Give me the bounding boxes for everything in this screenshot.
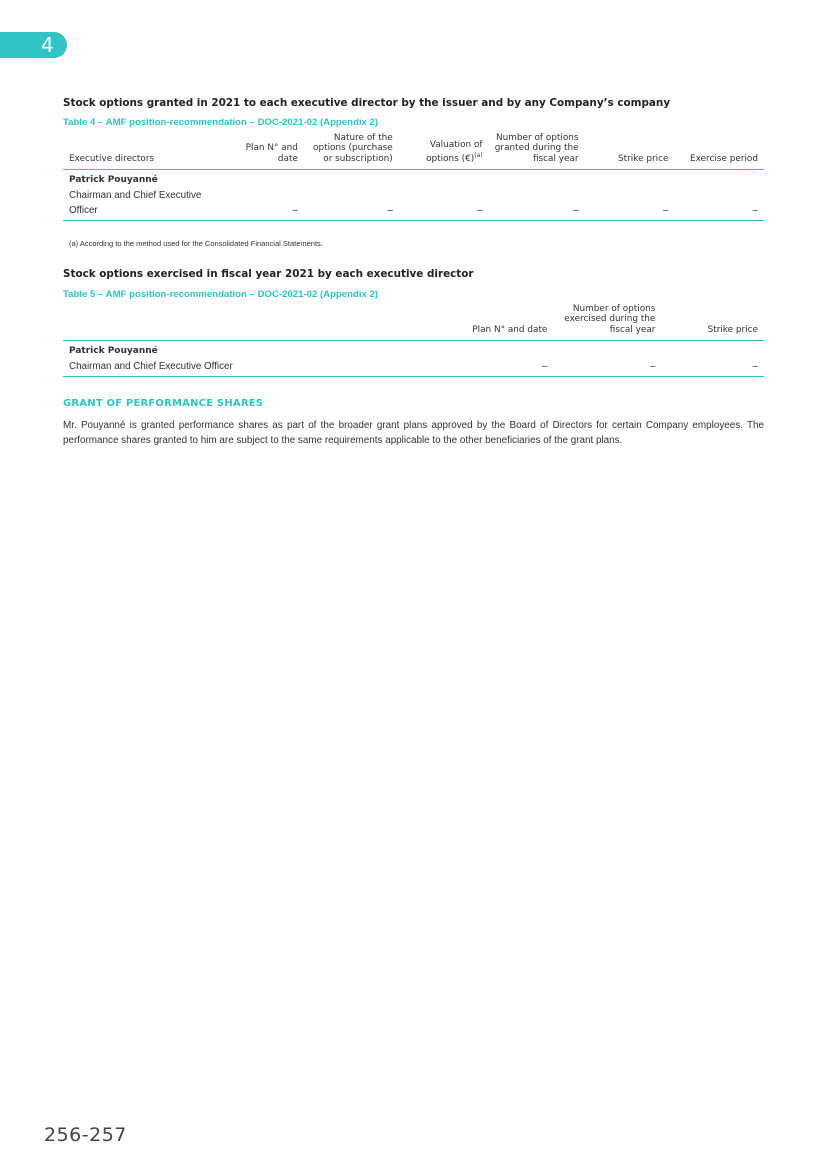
col-header-strike: Strike price <box>585 133 675 169</box>
executive-title: Chairman and Chief Executive Officer <box>69 189 202 216</box>
table4-caption: Table 4 – AMF position-recommendation – DOC-2021-02 (Appendix 2) <box>63 117 379 128</box>
table-row <box>63 340 764 376</box>
executive-cell <box>63 340 454 376</box>
executive-cell <box>63 169 226 220</box>
col-header-plan: Plan N° and date <box>226 133 304 169</box>
cell-plan: – <box>226 169 304 220</box>
table4 <box>63 133 764 221</box>
executive-name: Patrick Pouyanné <box>69 345 158 356</box>
performance-paragraph: Mr. Pouyanné is granted performance shares as part of the broader grant plans approved by the Board of Directors for certain Company employees. The performance shares granted to him are subject to the same requirements applicable to the other beneficiaries of the grant plans. <box>63 420 764 446</box>
col-header-strike: Strike price <box>661 304 764 340</box>
table5-header-row <box>63 304 764 340</box>
table5-heading: Stock options exercised in fiscal year 2021 by each executive director <box>63 268 474 280</box>
executive-name: Patrick Pouyanné <box>69 174 158 185</box>
chapter-number: 4 <box>41 33 54 57</box>
col-header-empty <box>63 304 454 340</box>
col-header-number: Number of options exercised during the fiscal year <box>553 304 661 340</box>
performance-heading: GRANT OF PERFORMANCE SHARES <box>63 398 264 409</box>
cell-number: – <box>489 169 585 220</box>
col-header-exercise: Exercise period <box>674 133 764 169</box>
cell-number: – <box>553 340 661 376</box>
cell-strike: – <box>585 169 675 220</box>
table4-heading: Stock options granted in 2021 to each executive director by the issuer and by any Company’s company <box>63 97 671 109</box>
cell-exercise: – <box>674 169 764 220</box>
cell-strike: – <box>661 340 764 376</box>
table-row <box>63 169 764 220</box>
table5 <box>63 304 764 377</box>
chapter-tab <box>0 32 67 58</box>
col-header-number: Number of options granted during the fiscal year <box>489 133 585 169</box>
cell-plan: – <box>454 340 554 376</box>
cell-nature: – <box>304 169 399 220</box>
cell-valuation: – <box>399 169 489 220</box>
page-number: 256-257 <box>44 1124 127 1146</box>
col-header-valuation: Valuation of options (€)$^{(a)}$ <box>399 133 489 169</box>
table4-header-row <box>63 133 764 169</box>
footnote-marker: (a) <box>474 151 483 159</box>
col-header-executive-directors: Executive directors <box>63 133 226 169</box>
executive-title: Chairman and Chief Executive Officer <box>69 360 233 372</box>
col-header-plan: Plan N° and date <box>454 304 554 340</box>
col-header-nature: Nature of the options (purchase or subscription) <box>304 133 399 169</box>
table4-footnote: (a) According to the method used for the Consolidated Financial Statements. <box>69 239 323 248</box>
table5-caption: Table 5 – AMF position-recommendation – DOC-2021-02 (Appendix 2) <box>63 289 379 300</box>
